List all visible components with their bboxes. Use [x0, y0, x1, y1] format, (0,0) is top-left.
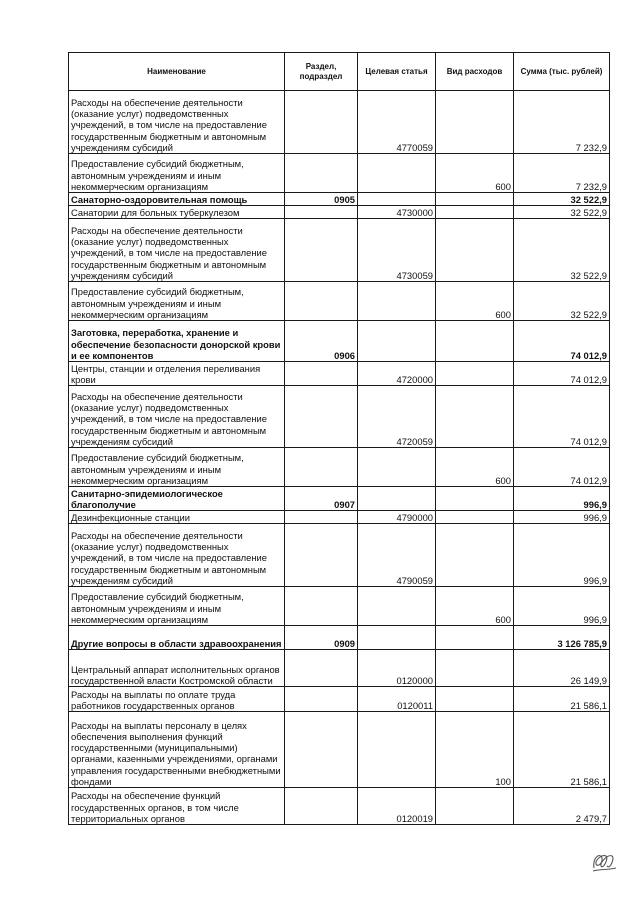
table-row — [69, 626, 610, 650]
row-sum: 74 012,9 — [514, 321, 610, 362]
row-name: Предоставление субсидий бюджетным, автономным учреждениям и иным некоммерческим организациям — [69, 282, 285, 321]
row-sum: 3 126 785,9 — [514, 626, 610, 650]
table-row — [69, 712, 610, 788]
row-section — [285, 154, 358, 193]
row-kind — [436, 687, 514, 712]
row-sum: 2 479,7 — [514, 788, 610, 825]
table-row — [69, 788, 610, 825]
row-name: Санитарно-эпидемиологическое благополучие — [69, 487, 285, 511]
row-name: Расходы на обеспечение деятельности (оказание услуг) подведомственных учреждений, в том числе на предоставление государственным бюджетным и автономным учреждениям субсидий — [69, 91, 285, 154]
row-kind — [436, 321, 514, 362]
row-article — [358, 626, 436, 650]
row-kind — [436, 788, 514, 825]
row-sum: 74 012,9 — [514, 386, 610, 448]
row-sum: 32 522,9 — [514, 219, 610, 282]
table-row — [69, 282, 610, 321]
row-kind — [436, 362, 514, 386]
row-name: Расходы на обеспечение деятельности (оказание услуг) подведомственных учреждений, в том числе на предоставление государственным бюджетным и автономным учреждениям субсидий — [69, 386, 285, 448]
table-row — [69, 511, 610, 524]
row-article — [358, 282, 436, 321]
table-row — [69, 650, 610, 687]
row-section — [285, 206, 358, 219]
table-row — [69, 362, 610, 386]
row-article: 4730059 — [358, 219, 436, 282]
row-kind — [436, 487, 514, 511]
row-sum: 32 522,9 — [514, 193, 610, 206]
row-sum: 7 232,9 — [514, 91, 610, 154]
table-body — [69, 91, 610, 825]
row-sum: 74 012,9 — [514, 448, 610, 487]
row-name: Расходы на обеспечение деятельности (оказание услуг) подведомственных учреждений, в том числе на предоставление государственным бюджетным и автономным учреждениям субсидий — [69, 524, 285, 587]
table-row — [69, 448, 610, 487]
row-name: Заготовка, переработка, хранение и обеспечение безопасности донорской крови и ее компонентов — [69, 321, 285, 362]
table-row — [69, 91, 610, 154]
row-kind: 600 — [436, 282, 514, 321]
row-name: Предоставление субсидий бюджетным, автономным учреждениям и иным некоммерческим организациям — [69, 154, 285, 193]
row-article — [358, 712, 436, 788]
table-row — [69, 154, 610, 193]
row-section — [285, 282, 358, 321]
row-name: Предоставление субсидий бюджетным, автономным учреждениям и иным некоммерческим организациям — [69, 587, 285, 626]
row-sum: 996,9 — [514, 524, 610, 587]
row-section: 0905 — [285, 193, 358, 206]
row-kind — [436, 91, 514, 154]
row-section — [285, 448, 358, 487]
row-section: 0907 — [285, 487, 358, 511]
row-section — [285, 362, 358, 386]
row-name: Санатории для больных туберкулезом — [69, 206, 285, 219]
header-name: Наименование — [69, 53, 285, 91]
row-article: 4790059 — [358, 524, 436, 587]
row-section — [285, 386, 358, 448]
row-sum: 32 522,9 — [514, 206, 610, 219]
header-row — [69, 53, 610, 91]
row-kind — [436, 206, 514, 219]
row-section — [285, 788, 358, 825]
table-row — [69, 321, 610, 362]
row-sum: 7 232,9 — [514, 154, 610, 193]
row-section — [285, 712, 358, 788]
header-article: Целевая статья — [358, 53, 436, 91]
row-section — [285, 219, 358, 282]
row-kind: 600 — [436, 448, 514, 487]
row-kind — [436, 219, 514, 282]
row-section — [285, 524, 358, 587]
row-section — [285, 687, 358, 712]
row-article: 4730000 — [358, 206, 436, 219]
signature-mark — [590, 848, 618, 874]
row-article — [358, 587, 436, 626]
row-name: Расходы на обеспечение деятельности (оказание услуг) подведомственных учреждений, в том числе на предоставление государственным бюджетным и автономным учреждениям субсидий — [69, 219, 285, 282]
row-article: 0120000 — [358, 650, 436, 687]
table-row — [69, 193, 610, 206]
row-kind — [436, 650, 514, 687]
row-kind: 600 — [436, 587, 514, 626]
row-article — [358, 321, 436, 362]
header-kind: Вид расходов — [436, 53, 514, 91]
row-article — [358, 448, 436, 487]
table-row — [69, 386, 610, 448]
row-name: Санаторно-оздоровительная помощь — [69, 193, 285, 206]
row-name: Расходы на обеспечение функций государственных органов, в том числе территориальных органов — [69, 788, 285, 825]
row-kind: 100 — [436, 712, 514, 788]
row-name: Дезинфекционные станции — [69, 511, 285, 524]
row-article — [358, 193, 436, 206]
budget-table — [68, 52, 610, 825]
table-row — [69, 219, 610, 282]
row-section: 0909 — [285, 626, 358, 650]
row-name: Расходы на выплаты по оплате труда работников государственных органов — [69, 687, 285, 712]
row-sum: 21 586,1 — [514, 687, 610, 712]
row-kind — [436, 193, 514, 206]
table-row — [69, 487, 610, 511]
row-sum: 996,9 — [514, 487, 610, 511]
header-section: Раздел, подраздел — [285, 53, 358, 91]
row-sum: 74 012,9 — [514, 362, 610, 386]
row-kind — [436, 386, 514, 448]
row-section: 0906 — [285, 321, 358, 362]
row-kind: 600 — [436, 154, 514, 193]
row-sum: 21 586,1 — [514, 712, 610, 788]
row-sum: 996,9 — [514, 587, 610, 626]
row-article: 4720059 — [358, 386, 436, 448]
row-kind — [436, 524, 514, 587]
table-row — [69, 687, 610, 712]
row-name: Центральный аппарат исполнительных органов государственной власти Костромской области — [69, 650, 285, 687]
row-article — [358, 487, 436, 511]
row-article: 4720000 — [358, 362, 436, 386]
row-name: Центры, станции и отделения переливания крови — [69, 362, 285, 386]
row-article: 4770059 — [358, 91, 436, 154]
row-name: Предоставление субсидий бюджетным, автономным учреждениям и иным некоммерческим организациям — [69, 448, 285, 487]
row-section — [285, 511, 358, 524]
row-article: 0120011 — [358, 687, 436, 712]
table-row — [69, 524, 610, 587]
table-row — [69, 206, 610, 219]
row-article: 4790000 — [358, 511, 436, 524]
table-row — [69, 587, 610, 626]
row-sum: 996,9 — [514, 511, 610, 524]
row-section — [285, 91, 358, 154]
row-kind — [436, 511, 514, 524]
row-kind — [436, 626, 514, 650]
row-name: Другие вопросы в области здравоохранения — [69, 626, 285, 650]
row-section — [285, 650, 358, 687]
row-article: 0120019 — [358, 788, 436, 825]
row-article — [358, 154, 436, 193]
header-sum: Сумма (тыс. рублей) — [514, 53, 610, 91]
row-sum: 26 149,9 — [514, 650, 610, 687]
row-name: Расходы на выплаты персоналу в целях обеспечения выполнения функций государственными (муниципальными) органами, казенными учреждениями, органами управления государственными внебюджетными фондами — [69, 712, 285, 788]
row-section — [285, 587, 358, 626]
row-sum: 32 522,9 — [514, 282, 610, 321]
